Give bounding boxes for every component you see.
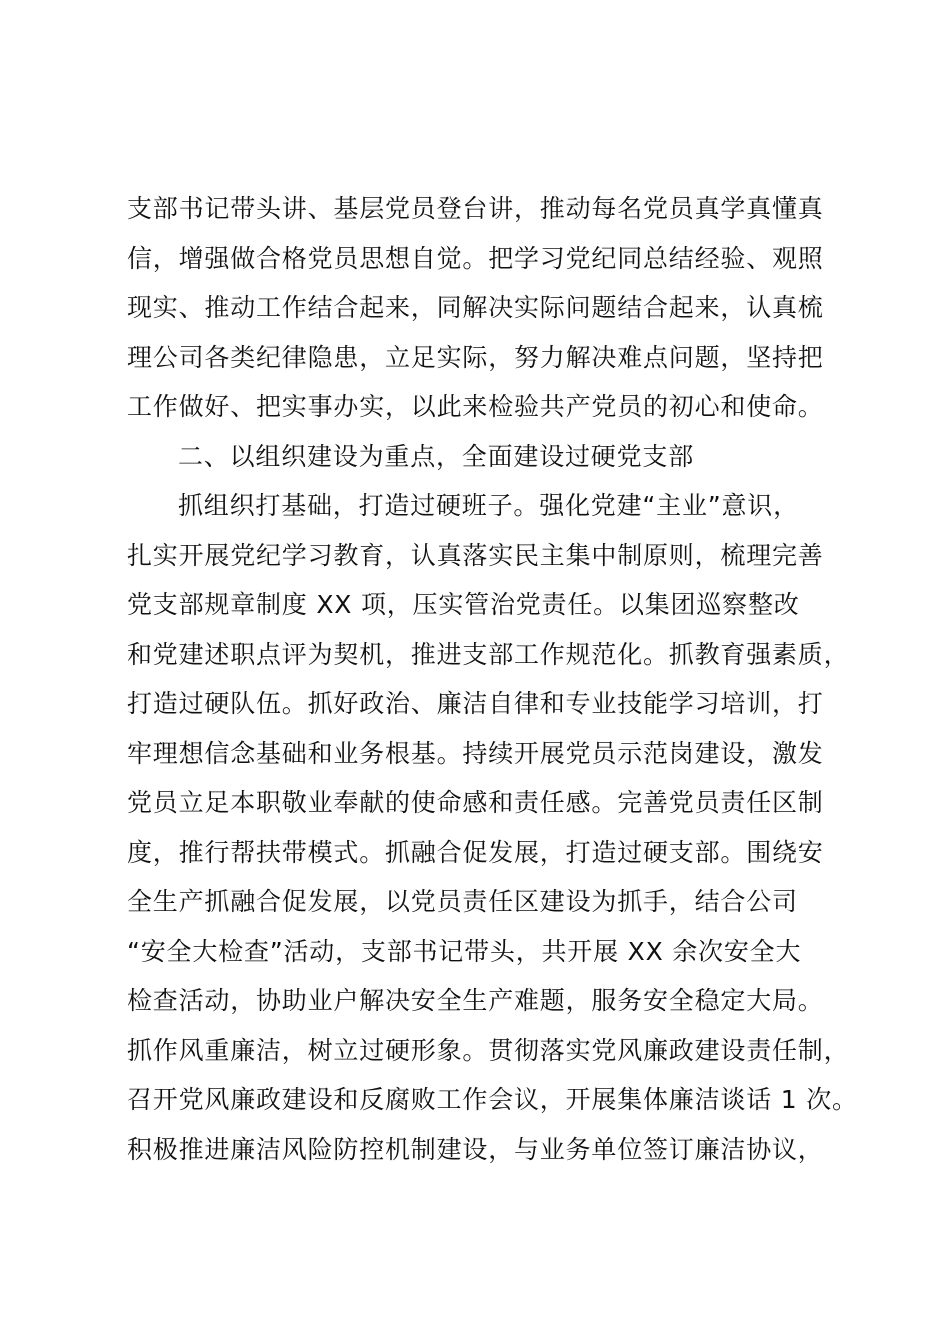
paragraph-line: 理公司各类纪律隐患，立足实际，努力解决难点问题，坚持把 [127,342,824,372]
document-body [127,184,858,1174]
paragraph-line: 召开党风廉政建设和反腐败工作会议，开展集体廉洁谈话 1 次。 [127,1085,858,1114]
paragraph-line: “安全大检查”活动，支部书记带头，共开展 XX 余次安全大 [127,936,802,966]
paragraph-line: 度，推行帮扶带模式。抓融合促发展，打造过硬支部。围绕安 [127,837,824,867]
paragraph-line: 抓组织打基础，打造过硬班子。强化党建“主业”意识， [178,491,799,520]
paragraph-line: 党员立足本职敬业奉献的使命感和责任感。完善党员责任区制 [127,788,824,817]
paragraph-line: 检查活动，协助业户解决安全生产难题，服务安全稳定大局。 [127,986,824,1015]
paragraph-line: 积极推进廉洁风险防控机制建设，与业务单位签订廉洁协议， [127,1134,824,1164]
section-heading: 二、以组织建设为重点，全面建设过硬党支部 [178,441,695,471]
paragraph-line: 抓作风重廉洁，树立过硬形象。贯彻落实党风廉政建设责任制， [127,1035,850,1065]
paragraph-line: 现实、推动工作结合起来，同解决实际问题结合起来，认真梳 [127,293,824,322]
paragraph-line: 和党建述职点评为契机，推进支部工作规范化。抓教育强素质， [127,639,850,669]
paragraph-line: 牢理想信念基础和业务根基。持续开展党员示范岗建设，激发 [127,738,824,768]
paragraph-line: 信，增强做合格党员思想自觉。把学习党纪同总结经验、观照 [127,243,824,273]
paragraph-line: 党支部规章制度 XX 项，压实管治党责任。以集团巡察整改 [127,590,800,619]
paragraph-line: 支部书记带头讲、基层党员登台讲，推动每名党员真学真懂真 [127,194,824,223]
paragraph-line: 工作做好、把实事办实，以此来检验共产党员的初心和使命。 [127,392,824,421]
paragraph-line: 全生产抓融合促发展，以党员责任区建设为抓手，结合公司 [127,887,798,916]
paragraph-line: 打造过硬队伍。抓好政治、廉洁自律和专业技能学习培训，打 [127,689,824,718]
paragraph-line: 扎实开展党纪学习教育，认真落实民主集中制原则，梳理完善 [127,540,824,570]
